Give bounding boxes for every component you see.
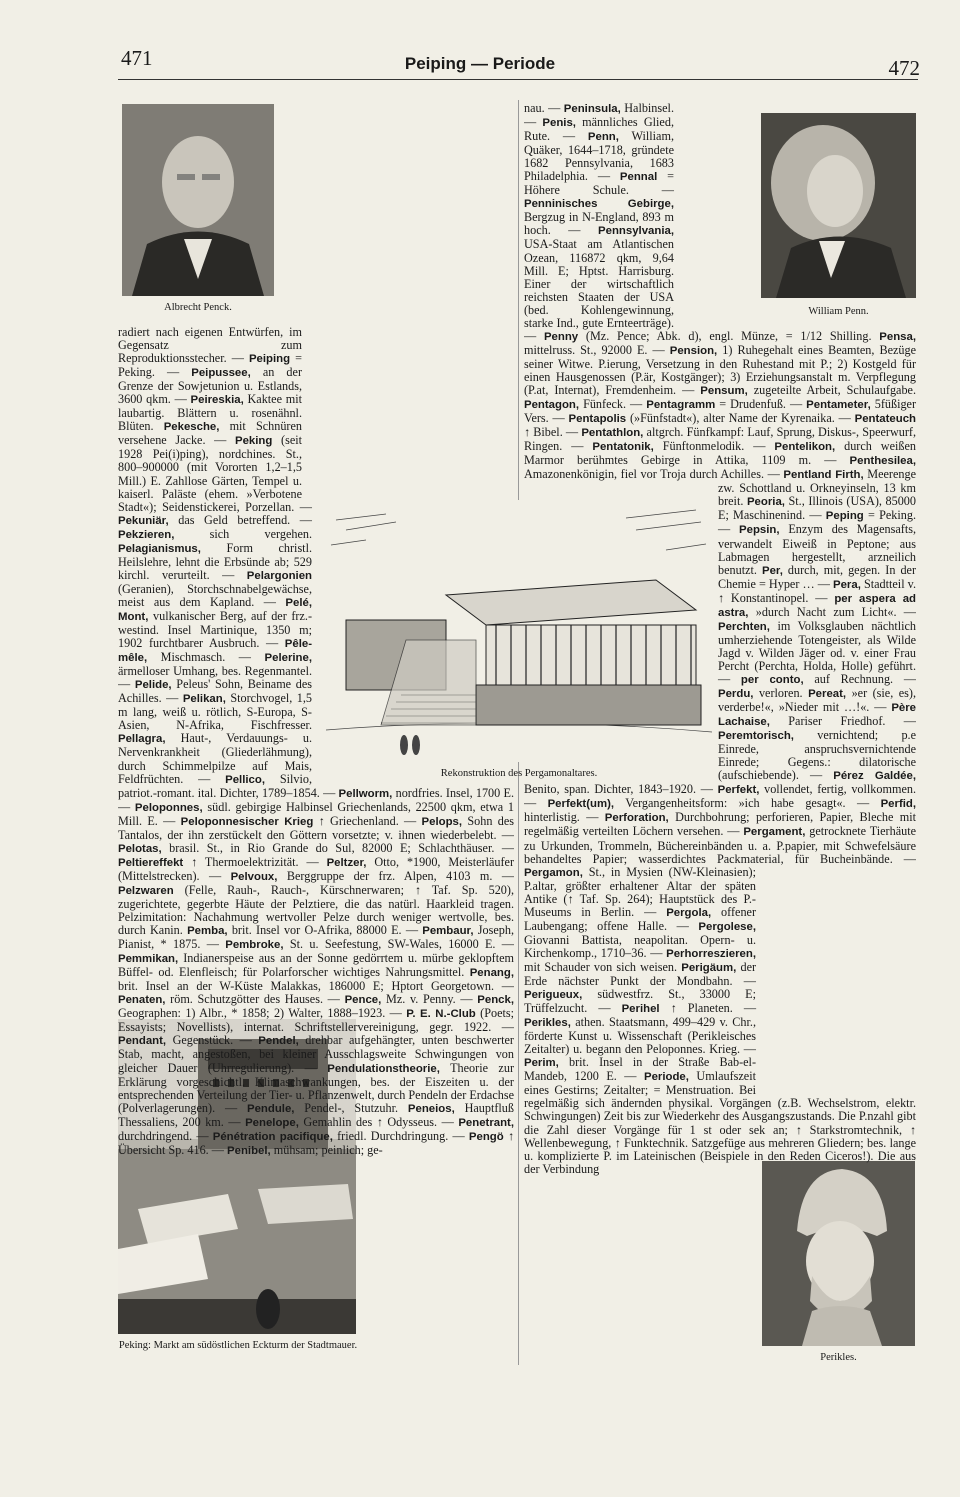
entry-headword: Pereat, — [808, 688, 847, 701]
entry-headword: Pepsin, — [739, 524, 780, 537]
entry-headword: Pension, — [669, 344, 718, 357]
entry-headword: Pergola, — [666, 906, 712, 919]
caption-pergamon: Rekonstruktion des Pergamonaltares. — [440, 768, 598, 779]
entry-headword: Pelagianismus, — [118, 542, 201, 555]
entry-definition: Gemahlin des ↑ Odysseus. — — [303, 1114, 454, 1129]
entry-headword: Pentagon, — [524, 399, 580, 412]
page-header — [0, 44, 960, 84]
entry-definition: vernichtend; p.e Einrede, anspruchsvernichtende Einrede; Gegens.: dilatorische (aufschiebende). — — [718, 728, 916, 783]
entry-definition: Pendel-, Stutzuhr. — [304, 1100, 399, 1115]
entry-definition: ↑ Übersicht Sp. 416. — — [118, 1128, 514, 1157]
entry-headword: Pennal — [619, 171, 658, 184]
page-title: Peiping — Periode — [404, 54, 556, 73]
entry-definition: Halbinsel. — — [524, 102, 674, 130]
column-left-text — [118, 102, 514, 1367]
entry-definition: (»Fünfstadt«), alter Name der Kyrenaika. — — [629, 411, 851, 426]
entry-headword: Pelerine, — [264, 652, 313, 665]
entry-headword: Perihel — [621, 1003, 660, 1016]
entry-headword: Perchten, — [718, 620, 770, 633]
entry-headword: Perfekt, — [717, 784, 760, 797]
entry-definition: brasil. St., in Rio Grande do Sul, 82000 E; Schlachthäuser. — — [169, 840, 514, 855]
entry-definition: Enzym des Magensafts, verwandelt Eiweiß in Peptone; aus Labmagen hergestellt, arzneilich benutzt. — [718, 522, 916, 577]
entry-definition: Theorie zur Erklärung vorgeschichtl. Klimaschwankungen, bes. der Eiszeiten u. der entsprechenden Verteilung der Tier- u. Pflanzenwelt, durch Pendeln der Erdachse (Polverlagerungen). — — [118, 1060, 514, 1115]
entry-headword: Peltiereffekt — [118, 856, 184, 869]
entry-definition: sich vergehen. — [209, 526, 313, 541]
entry-definition: Storchvogel, 1,5 m lang, weiß u. rötlich, S-Europa, S-Asien, N-Afrika, Fischfresser. — [118, 691, 313, 733]
entry-headword: Perigäum, — [681, 961, 737, 974]
entry-headword: Pennsylvania, — [598, 225, 674, 238]
entry-definition: zugeteilte Arbeit, Schulaufgabe. — [753, 382, 916, 397]
entry-headword: Pendant, — [118, 1035, 167, 1048]
entry-headword: Peloponnes, — [134, 801, 203, 814]
entry-headword: Penck, — [477, 994, 514, 1007]
entry-definition: Peleus' Sohn, Beiname des Achilles. — — [118, 677, 313, 706]
entry-headword: Pellico, — [225, 773, 266, 786]
page-number-left: 471 — [121, 46, 153, 70]
entry-definition: (Poets; Essayists; Novellists), internat. Schriftstellervereinigung, gegr. 1922. — — [118, 1006, 514, 1035]
entry-definition: USA-Staat am Atlantischen Ozean, 116872 qkm, 9,64 Mill. E; Hptst. Harrisburg. Einer der wirtschaftlich reichsten Staaten der USA (bed. Kohlengewinnung, starke Ind., gute Ernteerträge). — — [524, 237, 674, 343]
entry-definition: röm. Schutzgötter des Hauses. — — [170, 992, 340, 1007]
entry-headword: per aspera ad astra, — [718, 592, 916, 619]
entry-headword: Pêle-mêle, — [118, 638, 312, 665]
entry-headword: Peltzer, — [326, 856, 367, 869]
entry-headword: Penetrant, — [458, 1116, 514, 1129]
entry-headword: Perdu, — [718, 688, 754, 701]
caption-peking: Peking: Markt am südöstlichen Eckturm der Stadtmauer. — [118, 1340, 358, 1351]
entry-definition: Form christl. Heilslehre, lehnt die Erbsünde ab; 529 kirchl. verurteilt. — — [118, 540, 313, 582]
entry-headword: Peking — [235, 435, 273, 448]
entry-headword: Penn, — [587, 131, 619, 144]
entry-headword: Peninsula, — [563, 103, 621, 115]
entry-definition: mittelruss. St., 92000 E. — — [524, 342, 665, 357]
entry-headword: Pembroke, — [225, 939, 284, 952]
entry-headword: Pence, — [344, 994, 382, 1007]
entry-headword: Penibel, — [227, 1144, 271, 1157]
entry-headword: Pendel, — [258, 1035, 299, 1048]
entry-headword: Peoria, — [746, 496, 785, 509]
entry-definition: Gegenstück. — — [172, 1033, 252, 1048]
entry-definition: brit. Insel an der W-Küste Malakkas, 186000 E; Hptort Georgetown. — — [118, 979, 514, 994]
entry-definition: Berggruppe der frz. Alpen, 4103 m. — — [286, 868, 514, 883]
entry-definition: mit Schnüren versehene Jacke. — — [118, 419, 302, 448]
entry-definition: männliches Glied, Rute. — — [524, 115, 674, 144]
entry-headword: Pellagra, — [118, 733, 166, 746]
page-number-right: 472 — [888, 56, 920, 80]
entry-definition: 5füßiger Vers. — — [524, 397, 916, 426]
entry-definition: St., Illinois (USA), 85000 E; Maschinenind. — — [718, 494, 916, 523]
entry-definition: nordfries. Insel, 1700 E. — — [118, 785, 514, 814]
entry-definition: Hauptfluß Thessaliens, 200 km. — — [118, 1100, 514, 1129]
entry-headword: Periode, — [643, 1071, 689, 1084]
entry-headword: Penang, — [469, 967, 514, 980]
entry-headword: Peloponnesischer Krieg — [180, 815, 314, 828]
entry-headword: Pénétration pacifique, — [212, 1130, 333, 1143]
entry-definition: athen. Staatsmann, 499–429 v. Chr., förderte Kunst u. Wissenschaft (Perikleisches Zeitalter) u. begann den Peloponnes. Krieg. — — [524, 1015, 757, 1057]
entry-headword: Penny — [543, 330, 579, 343]
entry-headword: Peipussee, — [191, 367, 251, 380]
entry-headword: Perhorreszieren, — [666, 947, 757, 960]
entry-headword: Perigueux, — [524, 989, 583, 1002]
entry-headword: Peneios, — [407, 1102, 455, 1115]
entry-definition: 1) Ruhegehalt eines Beamten, Bezüge seiner Witwe. P.ierung, Versetzung in den Ruhestand mit P.; 2) Kostgeld für einen Hausgenossen (P.är, Kostgänger); 3) Erziehungsanstalt m. Verpflegung (P.at, Internat), Fremdenheim. — — [524, 342, 916, 397]
float-space-pergamon — [312, 494, 514, 776]
caption-penn: William Penn. — [808, 306, 869, 317]
entry-definition: hinterlistig. — — [524, 810, 599, 825]
entry-definition: Durchbohrung; perforieren, Papier, Bleche mit regelmäßig verteilten Löchern versehen. — — [524, 810, 916, 839]
entry-headword: Pergolese, — [698, 920, 757, 933]
entry-definition: (seit 1928 Pei(i)ping), nordchines. St., 800–900000 (mit Vororten 1,2–1,5 Mill.) E. Zahllose Gärten, Tempel u. kaiserl. Paläste (ehem. »Verbotene Stadt«); Seidenstickerei, Porzellan. — — [118, 433, 312, 514]
entry-headword: Pentland Firth, — [783, 469, 864, 482]
entry-headword: Pentathlon, — [581, 427, 644, 440]
entry-definition: »durch Nacht zum Licht«. — — [755, 604, 916, 619]
caption-perikles: Perikles. — [820, 1352, 857, 1363]
entry-definition: altgrch. Fünfkampf: Lauf, Sprung, Diskus-, Speerwurf, Ringen. — — [524, 425, 916, 454]
entry-headword: Peremtorisch, — [718, 730, 794, 743]
entry-definition: ↑ Thermoelektrizität. — — [191, 854, 319, 869]
entry-definition: Otto, *1900, Meisterläufer (Mittelstrecken). — — [118, 854, 514, 883]
entry-definition: ärmelloser Umhang, bes. Regenmantel. — — [118, 664, 312, 692]
entry-definition: Kaktee mit laubartig. Blättern u. rosenähnl. Blüten. — [118, 392, 302, 434]
entry-definition: Umlaufszeit eines Gestirns; Zeitalter; = Menstruation. Bei regelmäßig sich ändernden physikal. Vorgängen (z.B. Wechselstrom, elektr. Schwingungen) Zeit bis zur Wiederkehr des Ausgangszustands. Die P.nzahl gibt die Zahl dieser Vorgänge für 1 st oder sek an; ↑ Starkstromtechnik, ↑ Wellenbewegung, ↑ Funktechnik. Satzgefüge aus mehreren Gliedern; bes. lange u. komplizierte P. im Lateinischen (Beispiele in den Reden Ciceros!). Die aus der Verbindung — [524, 1069, 916, 1176]
entry-headword: P. E. N.-Club — [406, 1008, 476, 1021]
entry-headword: Pendule, — [246, 1102, 295, 1115]
entry-headword: Pelvoux, — [230, 870, 278, 883]
float-space-perikles — [756, 872, 916, 1092]
entry-headword: Perfekt(um), — [547, 798, 615, 811]
entry-definition: Silvio, patriot.-romant. ital. Dichter, 1789–1854. — — [118, 771, 336, 800]
entry-definition: Giovanni Battista, neapolitan. Opern- u. Kirchenkomp., 1710–36. — — [524, 932, 756, 960]
entry-definition: = Peking. — — [118, 351, 302, 380]
entry-headword: Pendulationstheorie, — [327, 1062, 440, 1075]
entry-definition: Fünftonmelodik. — — [662, 439, 766, 454]
entry-headword: per conto, — [740, 673, 804, 686]
entry-definition: = Peking. — — [718, 508, 916, 537]
entry-definition: Haut-, Verdauungs- u. Nervenkrankheit (Gliederlähmung), durch Schimmelpilze auf Mais, Feldfrüchten. — — [118, 731, 312, 786]
entry-headword: Perfid, — [880, 798, 916, 811]
entry-definition: verloren. — [758, 686, 803, 701]
entry-definition: Geographen: 1) Albr., * 1858; 2) Walter, 1888–1923. — — [118, 1006, 402, 1021]
entry-definition: brit. Insel in der Straße Bab-el-Mandeb, 1200 E. — — [524, 1055, 757, 1084]
entry-headword: Pekuniär, — [118, 514, 169, 527]
entry-definition: Bergzug in N-England, 893 m hoch. — — [524, 210, 674, 238]
entry-headword: Per, — [761, 564, 783, 577]
entry-definition: offener Laubengang; offene Halle. — — [524, 904, 757, 933]
entry-definition: auf Rechnung. — — [814, 671, 916, 686]
entry-definition: Pariser Friedhof. — — [788, 714, 916, 729]
entry-headword: Pekzieren, — [118, 528, 175, 541]
entry-definition: nau. — — [524, 102, 561, 115]
float-space-pergamon-right — [524, 492, 718, 782]
entry-headword: Pentapolis — [568, 413, 627, 426]
header-rule — [118, 79, 918, 80]
entry-headword: Perim, — [524, 1057, 559, 1070]
entry-headword: Pengö — [468, 1130, 504, 1143]
entry-headword: Peiping — [248, 353, 291, 366]
entry-definition: Vergangenheitsform: »ich habe gesagt«. — — [625, 796, 870, 811]
entry-definition: Mz. v. Penny. — — [385, 992, 473, 1007]
entry-headword: Pelide, — [134, 679, 172, 692]
entry-headword: Pentagramm — [646, 399, 716, 412]
entry-definition: (Mz. Pence; Abk. d), engl. Münze, = 1/12 Shilling. — [585, 328, 872, 343]
entry-headword: Pentatonik, — [592, 441, 654, 454]
caption-penck: Albrecht Penck. — [164, 302, 232, 313]
entry-headword: Penaten, — [118, 994, 166, 1007]
entry-headword: Pelargonien — [246, 569, 312, 582]
entry-definition: brit. Insel vor O-Afrika, 88000 E. — — [231, 923, 419, 938]
entry-definition: ↑ Bibel. — — [524, 425, 579, 440]
entry-headword: Penis, — [542, 117, 576, 130]
entry-definition: radiert nach eigenen Entwürfen, im Gegensatz zum Reproduktionsstecher. — — [118, 325, 302, 366]
entry-definition: mit Schauder von sich weisen. — [524, 959, 678, 974]
entry-definition: St. u. Seefestung, SW-Wales, 16000 E. — — [289, 937, 514, 952]
entry-definition: ↑ Planeten. — — [670, 1001, 757, 1016]
entry-headword: Peping — [825, 510, 864, 523]
float-space-peking — [118, 1180, 364, 1367]
entry-definition: südwestfrz. St., 33000 E; Trüffelzucht. — — [524, 987, 757, 1016]
entry-definition: vulkanischer Berg, auf der frz.-westind. Insel Martinique, 1350 m; 1902 furchtbarer Ausbruch. — — [118, 608, 313, 651]
entry-definition: Amazonenkönigin, fiel vor Troja durch Achilles. — — [524, 467, 780, 482]
entry-headword: Père Lachaise, — [718, 702, 916, 729]
entry-headword: Pellworm, — [338, 787, 393, 800]
entry-definition: Mischmasch. — — [160, 650, 251, 665]
entry-headword: Peireskia, — [190, 394, 244, 407]
entry-definition: Meerenge zw. Schottland u. Orkneyinseln, 13 km breit. — [718, 467, 916, 509]
entry-definition: durchdringend. — — [118, 1128, 209, 1143]
entry-definition: Indianerspeise aus an der Sonne gedörrtem u. mürbe geklopftem Büffel- od. Elenfleisch; für Polarforscher wichtiges Nahrungsmittel. — [118, 951, 514, 980]
entry-headword: Pensum, — [700, 384, 748, 397]
entry-definition: vollendet, fertig, vollkommen. — — [524, 782, 916, 811]
entry-definition: durch weißen Marmor berühmtes Gebirge in Attika, 1109 m. — — [524, 439, 916, 468]
entry-definition: = Höhere Schule. — — [524, 169, 675, 198]
entry-definition: »er (sie, es), verderbe!«, »Nieder mit …!«. — — [718, 686, 916, 715]
entry-headword: Pentateuch — [854, 413, 916, 426]
entry-headword: Pensa, — [879, 330, 916, 343]
entry-definition: Sohn des Tantalos, der ihn zerstückelt den Göttern vorsetzte; v. ihnen wiederbelebt. — — [118, 813, 514, 842]
entry-definition: im Volksglauben nächtlich umherziehende Totengeister, als Wilde Jagd v. Wilden Jäger od. v. einer Frau Percht (Perchta, Holda, Holle) geführt. — — [718, 618, 916, 686]
entry-definition: südl. gebirgige Halbinsel Griechenlands, 22500 qkm, etwa 1 Mill. E. — — [118, 799, 514, 828]
entry-definition: (Felle, Rauh-, Rauch-, Kürschnerwaren; ↑ Taf. Sp. 520), zugerichtete, gegerbte Häute der Pelztiere, die das natürl. Haarkleid tragen. Pelzimitation: Nachahmung wertvoller Pelze durch weniger wertvolle, bes. durch Kanin. — [118, 882, 514, 938]
entry-definition: mühsam; peinlich; ge- — [273, 1142, 383, 1157]
entry-definition: durch, mit, gegen. In der Chemie = Hyper … — — [718, 562, 916, 591]
entry-headword: Pergamon, — [524, 866, 583, 879]
entry-headword: Pelé, Mont, — [118, 596, 313, 623]
entry-headword: Pelops, — [421, 815, 463, 828]
float-space-penck — [118, 102, 284, 326]
entry-definition: ↑ Griechenland. — — [318, 813, 417, 828]
entry-headword: Penthesilea, — [849, 455, 916, 468]
entry-definition: (Geranien), Storchschnabelgewächse, meist aus dem Kapland. — — [118, 581, 312, 609]
entry-definition: an der Grenze der Sowjetunion u. Estlands, 3600 qkm. — — [118, 365, 302, 407]
entry-definition: St., in Mysien (NW-Kleinasien); P.altar, größter erhaltener Altar der späten Antike (↑ Taf. Sp. 264); Hauptstück des P.-Museums in Berlin. — — [524, 864, 756, 919]
entry-definition: getrocknete Tierhäute zu Urkunden, Trommeln, Büchereinbänden u. a. P.papier, mit Schwefelsäure behandeltes Papier; wasserdichtes Packmaterial, für Bucheinbände. — — [524, 824, 916, 866]
column-right-text — [524, 102, 916, 1367]
entry-headword: Pelikan, — [182, 693, 226, 706]
entry-definition: Stadtteil v. ↑ Konstantinopel. — — [718, 576, 916, 605]
entry-headword: Pemmikan, — [118, 953, 179, 966]
entry-definition: Joseph, Pianist, * 1875. — — [118, 923, 514, 952]
entry-definition: William, Quäker, 1644–1718, gründete 1682 Pennsylvania, 1683 Philadelphia. — — [524, 129, 674, 184]
entry-headword: Pentelikon, — [774, 441, 836, 454]
entry-definition: das Geld betreffend. — — [178, 512, 312, 527]
entry-headword: Pelzwaren — [118, 884, 174, 897]
entry-headword: Perikles, — [524, 1017, 571, 1030]
entry-headword: Pera, — [833, 578, 861, 591]
entry-definition: Benito, span. Dichter, 1843–1920. — — [524, 782, 713, 797]
entry-definition: Fünfeck. — — [583, 397, 643, 412]
entry-headword: Pembaur, — [422, 925, 474, 938]
entry-headword: Pelotas, — [118, 842, 162, 855]
entry-definition: drehbar aufgehängter, unten beschwerter Stab, macht, angestoßen, bei kleiner Ausschlagsweite Schwingungen von gleicher Dauer (Uhrregulierung). — — [118, 1033, 514, 1075]
entry-headword: Pemba, — [187, 925, 228, 938]
entry-definition: friedl. Durchdringung. — — [337, 1128, 465, 1143]
entry-headword: Pérez Galdée, — [833, 770, 916, 783]
entry-headword: Penninisches Gebirge, — [524, 198, 674, 211]
entry-headword: Penelope, — [245, 1116, 299, 1129]
entry-headword: Pekesche, — [163, 421, 220, 434]
entry-headword: Pergament, — [743, 826, 806, 839]
entry-headword: Perforation, — [604, 812, 669, 825]
entry-definition: = Drudenfuß. — — [719, 397, 803, 412]
entry-definition: der Erde nächster Punkt der Mondbahn. — — [524, 959, 757, 988]
entry-headword: Pentameter, — [806, 399, 871, 412]
float-space-penn — [674, 102, 916, 326]
